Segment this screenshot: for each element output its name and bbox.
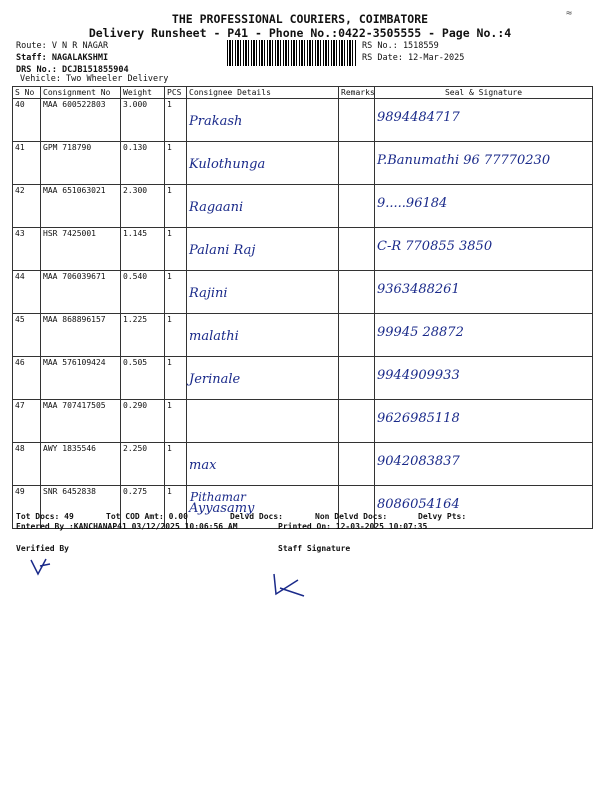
consignee-handwriting: Rajini (189, 286, 228, 301)
rs-number: RS No.: 1518559 (362, 41, 439, 51)
seal-handwriting: 9042083837 (377, 454, 460, 469)
cell-sno: 43 (13, 228, 41, 271)
cell-sno: 45 (13, 314, 41, 357)
cell-consignee (187, 185, 339, 228)
cell-consignee (187, 314, 339, 357)
cell-consignment-no: MAA 707417505 (41, 400, 121, 443)
staff-signature-mark (268, 570, 308, 600)
seal-handwriting: 99945 28872 (377, 325, 464, 340)
col-seal: Seal & Signature (375, 87, 593, 99)
cell-consignment-no: HSR 7425001 (41, 228, 121, 271)
consignee-handwriting: Palani Raj (189, 243, 256, 258)
printed-on: Printed On: 12-03-2025 10:07:35 (278, 522, 428, 531)
table-row (13, 400, 593, 443)
cell-consignee (187, 357, 339, 400)
company-title: THE PROFESSIONAL COURIERS, COIMBATORE (171, 12, 429, 26)
col-consignment: Consignment No (41, 87, 121, 99)
cell-seal-signature (375, 271, 593, 314)
cell-consignment-no: MAA 600522803 (41, 99, 121, 142)
runsheet-subtitle: Delivery Runsheet - P41 - Phone No.:0422-3505555 - Page No.:4 (88, 26, 512, 40)
cell-remarks (339, 314, 375, 357)
cell-sno: 48 (13, 443, 41, 486)
entered-by: Entered By :KANCHANAP41 03/12/2025 10:06:56 AM (16, 522, 238, 531)
cell-sno: 40 (13, 99, 41, 142)
cell-consignment-no: AWY 1835546 (41, 443, 121, 486)
consignee-handwriting: malathi (189, 329, 239, 344)
col-pcs: PCS (165, 87, 187, 99)
table-row (13, 443, 593, 486)
vehicle-label: Vehicle: Two Wheeler Delivery (20, 74, 169, 84)
cell-remarks (339, 185, 375, 228)
cell-pcs: 1 (165, 185, 187, 228)
cell-seal-signature (375, 99, 593, 142)
cell-consignment-no: SNR 6452838 (41, 486, 121, 529)
cell-weight: 0.130 (121, 142, 165, 185)
cell-remarks (339, 99, 375, 142)
cell-pcs: 1 (165, 228, 187, 271)
consignee-handwriting: Prakash (189, 114, 243, 129)
cell-consignment-no: MAA 868896157 (41, 314, 121, 357)
cell-seal-signature (375, 228, 593, 271)
cell-consignee (187, 443, 339, 486)
runsheet-table (12, 86, 593, 529)
table-row (13, 99, 593, 142)
staff-label: Staff: NAGALAKSHMI (16, 53, 109, 63)
col-consignee: Consignee Details (187, 87, 339, 99)
seal-handwriting: 9944909933 (377, 368, 460, 383)
cell-pcs: 1 (165, 486, 187, 529)
cell-weight: 0.540 (121, 271, 165, 314)
seal-handwriting: 9363488261 (377, 282, 460, 297)
cell-pcs: 1 (165, 99, 187, 142)
cell-remarks (339, 228, 375, 271)
cell-sno: 49 (13, 486, 41, 529)
cell-consignment-no: MAA 651063021 (41, 185, 121, 228)
cell-pcs: 1 (165, 271, 187, 314)
cell-weight: 0.505 (121, 357, 165, 400)
col-weight: Weight (121, 87, 165, 99)
cell-sno: 41 (13, 142, 41, 185)
consignee-handwriting: Ayyasamy (189, 501, 255, 516)
consignee-handwriting: Jerinale (189, 372, 241, 387)
seal-handwriting: 9894484717 (377, 110, 460, 125)
consignee-handwriting: max (189, 458, 217, 473)
table-row (13, 185, 593, 228)
cell-seal-signature (375, 142, 593, 185)
cell-consignee (187, 228, 339, 271)
table-row (13, 314, 593, 357)
delivery-points: Delvy Pts: (418, 512, 467, 521)
cell-seal-signature (375, 185, 593, 228)
cell-consignee (187, 99, 339, 142)
cell-consignment-no: MAA 576109424 (41, 357, 121, 400)
consignee-handwriting: Kulothunga (189, 157, 266, 172)
col-remarks: Remarks (339, 87, 375, 99)
cell-remarks (339, 357, 375, 400)
cell-consignee (187, 271, 339, 314)
cell-weight: 0.275 (121, 486, 165, 529)
drs-label: DRS No.: DCJB151855904 (16, 65, 129, 75)
cell-seal-signature (375, 443, 593, 486)
table-row (13, 271, 593, 314)
cell-seal-signature (375, 314, 593, 357)
cell-weight: 3.000 (121, 99, 165, 142)
cell-seal-signature (375, 400, 593, 443)
cell-consignee (187, 400, 339, 443)
cell-sno: 47 (13, 400, 41, 443)
cell-remarks (339, 142, 375, 185)
handwritten-note: Pithamar (190, 490, 246, 504)
corner-mark-icon: ≈ (566, 8, 573, 19)
total-cod: Tot COD Amt: 0.00 (106, 512, 188, 521)
cell-consignment-no: GPM 718790 (41, 142, 121, 185)
cell-consignment-no: MAA 706039671 (41, 271, 121, 314)
cell-pcs: 1 (165, 400, 187, 443)
table-row (13, 142, 593, 185)
cell-pcs: 1 (165, 314, 187, 357)
cell-sno: 42 (13, 185, 41, 228)
table-row (13, 357, 593, 400)
verifier-signature-mark (28, 556, 58, 578)
cell-weight: 2.300 (121, 185, 165, 228)
non-delivered-docs: Non Delvd Docs: (315, 512, 388, 521)
cell-consignee (187, 142, 339, 185)
rs-date: RS Date: 12-Mar-2025 (362, 53, 465, 63)
verified-by-label: Verified By (16, 544, 69, 553)
cell-pcs: 1 (165, 357, 187, 400)
cell-pcs: 1 (165, 142, 187, 185)
cell-pcs: 1 (165, 443, 187, 486)
table-header-row (13, 87, 593, 99)
cell-sno: 44 (13, 271, 41, 314)
cell-sno: 46 (13, 357, 41, 400)
seal-handwriting: 9.....96184 (377, 196, 448, 211)
cell-weight: 0.290 (121, 400, 165, 443)
cell-remarks (339, 271, 375, 314)
seal-handwriting: C-R 770855 3850 (377, 239, 493, 254)
route-label: Route: V N R NAGAR (16, 41, 109, 51)
delivered-docs: Delvd Docs: (230, 512, 283, 521)
seal-handwriting: P.Banumathi 96 77770230 (377, 153, 551, 168)
table-row (13, 228, 593, 271)
cell-weight: 2.250 (121, 443, 165, 486)
total-docs: Tot Docs: 49 (16, 512, 74, 521)
cell-remarks (339, 400, 375, 443)
cell-seal-signature (375, 357, 593, 400)
cell-weight: 1.225 (121, 314, 165, 357)
cell-weight: 1.145 (121, 228, 165, 271)
col-sno: S No (13, 87, 41, 99)
barcode-image (227, 40, 357, 66)
seal-handwriting: 8086054164 (377, 497, 460, 512)
seal-handwriting: 9626985118 (377, 411, 460, 426)
consignee-handwriting: Ragaani (189, 200, 244, 215)
staff-signature-label: Staff Signature (278, 544, 351, 553)
cell-remarks (339, 443, 375, 486)
